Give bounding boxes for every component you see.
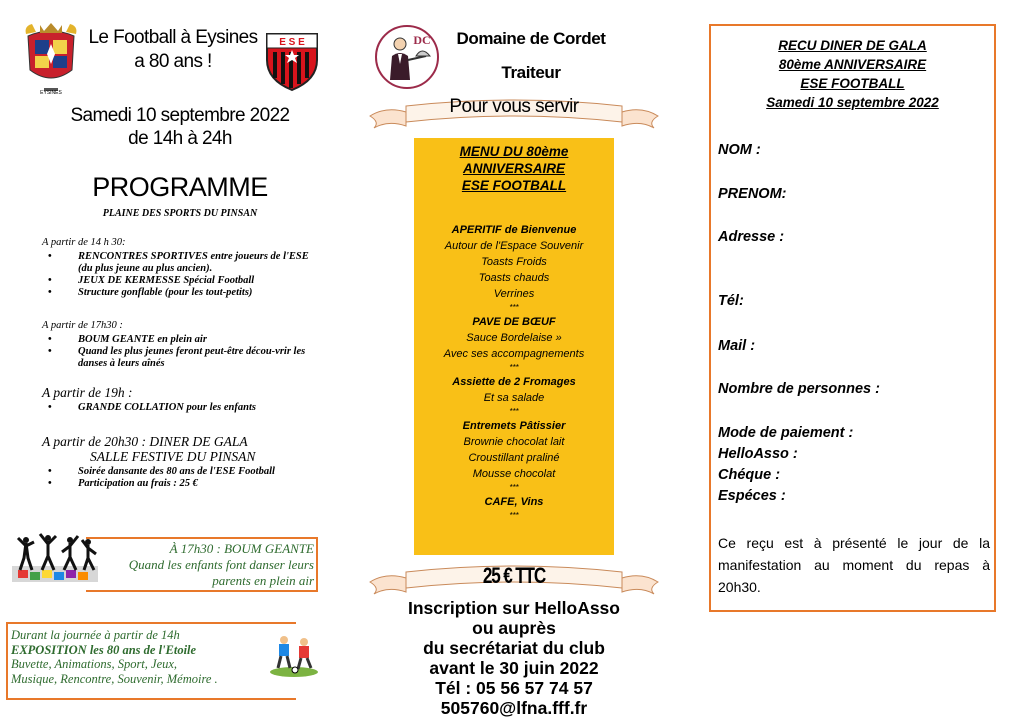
inscription-email: 505760@lfna.fff.fr [440, 698, 588, 718]
price-label: 25 € TTC [482, 563, 546, 588]
inscription-info [358, 598, 670, 718]
boum-line-3: parents en plein air [212, 573, 314, 588]
menu-item: Mousse chocolat [472, 468, 556, 480]
receipt-title-line-3: ESE FOOTBALL [800, 76, 905, 91]
ribbon-text: Pour vous servir [449, 96, 579, 117]
field-tel: Tél: [718, 293, 744, 309]
programme-section-20h30 [42, 434, 314, 490]
expo-line-2: EXPOSITION les 80 ans de l'Etoile [11, 642, 197, 657]
traiteur-name-line-2: Traiteur [501, 63, 561, 82]
expo-line-3: Buvette, Animations, Sport, Jeux, [11, 657, 178, 671]
ese-letters: E S E [279, 37, 305, 48]
expo-callout [11, 628, 281, 686]
section-subheading: SALLE FESTIVE DU PINSAN [90, 449, 256, 464]
menu-course-heading: PAVE DE BŒUF [472, 316, 556, 328]
receipt-form-frame [709, 24, 996, 612]
receipt-title-line-4: Samedi 10 septembre 2022 [766, 95, 939, 110]
programme-section-17h30 [42, 320, 314, 370]
menu-item: Croustillant praliné [468, 452, 560, 464]
mode-heading: Mode de paiement : [718, 425, 854, 441]
field-mode-paiement [718, 423, 853, 507]
event-title-line-1: Le Football à Eysines [88, 27, 258, 48]
menu-separator: *** [509, 511, 519, 520]
menu-title [414, 143, 614, 194]
eysines-crest-logo [22, 22, 80, 102]
event-date [60, 104, 300, 150]
list-item: • GRANDE COLLATION pour les enfants [42, 402, 314, 414]
crest-caption: EYSINES [40, 90, 62, 96]
menu-title-line-1: MENU DU 80ème [459, 144, 569, 159]
traiteur-waiter-logo [372, 22, 442, 92]
menu-course-heading: Assiette de 2 Fromages [452, 376, 576, 388]
expo-line-1: Durant la journée à partir de 14h [11, 628, 180, 642]
menu-item: Autour de l'Espace Souvenir [444, 240, 584, 252]
field-adresse: Adresse : [718, 229, 785, 245]
expo-line-4: Musique, Rencontre, Souvenir, Mémoire . [11, 671, 218, 686]
menu-item: Verrines [493, 288, 535, 300]
boum-line-1: À 17h30 : BOUM GEANTE [169, 541, 314, 556]
list-item: • Quand les plus jeunes feront peut-être décou-vrir les danses à leurs aînés [42, 346, 314, 370]
field-nombre-personnes: Nombre de personnes : [718, 381, 880, 397]
boum-callout [90, 541, 314, 589]
football-players-image [268, 632, 320, 678]
section-heading: A partir de 17h30 : [42, 320, 123, 331]
menu-item: Toasts chauds [478, 272, 550, 284]
mode-cheque: Chéque : [718, 467, 781, 483]
programme-heading: PROGRAMME [92, 172, 268, 202]
inscription-line-4: avant le 30 juin 2022 [429, 658, 599, 678]
menu-item: Sauce Bordelaise » [466, 332, 562, 344]
field-prenom: PRENOM: [718, 186, 787, 202]
menu-course-heading: APERITIF de Bienvenue [451, 224, 577, 236]
receipt-title [711, 36, 994, 112]
ese-shield-logo [263, 30, 321, 92]
boum-line-2: Quand les enfants font danser leurs [128, 557, 314, 572]
list-item: • BOUM GEANTE en plein air [42, 334, 314, 346]
list-item: • RENCONTRES SPORTIVES entre joueurs de l'ESE (du plus jeune au plus ancien). [42, 251, 314, 275]
menu-title-line-2: ANNIVERSAIRE [462, 161, 565, 176]
mode-helloasso: HelloAsso : [718, 446, 798, 462]
event-date-day: Samedi 10 septembre 2022 [70, 105, 290, 126]
event-title-line-2: a 80 ans ! [134, 51, 212, 72]
inscription-line-1: Inscription sur HelloAsso [408, 598, 620, 618]
event-title [82, 26, 264, 74]
programme-section-14h30 [42, 237, 314, 299]
field-mail: Mail : [718, 338, 756, 354]
logo-letters: DC [413, 33, 431, 47]
section-heading: A partir de 14 h 30: [42, 237, 126, 248]
field-nom: NOM : [718, 142, 761, 158]
menu-item: Avec ses accompagnements [443, 348, 585, 360]
inscription-phone: Tél : 05 56 57 74 57 [435, 678, 593, 698]
receipt-title-line-2: 80ème ANNIVERSAIRE [778, 57, 927, 72]
receipt-title-line-1: RECU DINER DE GALA [778, 38, 927, 53]
section-heading: A partir de 20h30 : DINER DE GALA [42, 434, 248, 449]
list-item: • JEUX DE KERMESSE Spécial Football [42, 275, 314, 287]
menu-title-line-3: ESE FOOTBALL [461, 178, 567, 193]
menu-course-heading: CAFE, Vins [484, 496, 544, 508]
inscription-line-2: ou auprès [472, 618, 556, 638]
section-heading: A partir de 19h : [42, 385, 133, 400]
menu-item: Et sa salade [483, 392, 545, 404]
menu-separator: *** [509, 407, 519, 416]
menu-item: Brownie chocolat lait [463, 436, 565, 448]
menu-items-list [414, 222, 614, 522]
venue-label: PLAINE DES SPORTS DU PINSAN [102, 208, 258, 219]
inscription-line-3: du secrétariat du club [423, 638, 605, 658]
mode-especes: Espéces : [718, 488, 786, 504]
menu-item: Toasts Froids [481, 256, 547, 268]
traiteur-name [438, 22, 624, 90]
menu-separator: *** [509, 363, 519, 372]
menu-course-heading: Entremets Pâtissier [462, 420, 566, 432]
receipt-note: Ce reçu est à présenté le jour de la manifestation au moment du repas à 20h30. [718, 535, 990, 595]
programme-section-19h [42, 385, 314, 414]
list-item: • Structure gonflable (pour les tout-petits) [42, 287, 314, 299]
menu-separator: *** [509, 483, 519, 492]
list-item: • Participation au frais : 25 € [42, 478, 314, 490]
list-item: • Soirée dansante des 80 ans de l'ESE Football [42, 466, 314, 478]
event-date-hours: de 14h à 24h [128, 128, 232, 149]
menu-separator: *** [509, 303, 519, 312]
traiteur-name-line-1: Domaine de Cordet [456, 29, 606, 48]
dancers-silhouette-image [12, 530, 98, 582]
